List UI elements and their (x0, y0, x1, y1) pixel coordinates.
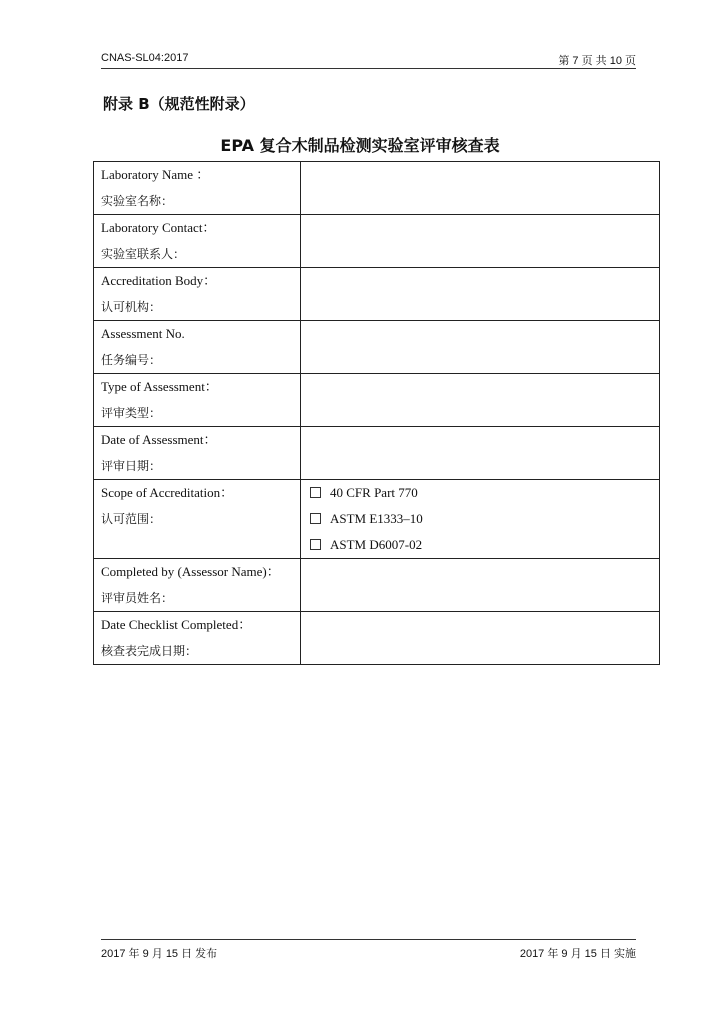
checklist-completed-date-field[interactable] (301, 612, 660, 665)
form-title: EPA 复合木制品检测实验室评审核查表 (220, 136, 500, 155)
scope-options (301, 480, 660, 559)
table-row (94, 162, 660, 215)
table-row (94, 374, 660, 427)
table-row (94, 612, 660, 665)
checklist-table (93, 161, 660, 665)
scope-option[interactable]: 40 CFR Part 770 (308, 480, 652, 506)
table-row (94, 480, 660, 559)
field-label: Completed by (Assessor Name)： 评审员姓名： (94, 559, 301, 612)
assessment-no-field[interactable] (301, 321, 660, 374)
page-footer (101, 939, 636, 960)
laboratory-name-field[interactable] (301, 162, 660, 215)
issue-date: 2017 年 9 月 15 日 发布 (101, 948, 218, 960)
checkbox[interactable] (310, 513, 321, 524)
laboratory-contact-field[interactable] (301, 215, 660, 268)
scope-option[interactable]: ASTM D6007-02 (308, 532, 652, 558)
field-label: Date of Assessment： 评审日期： (94, 427, 301, 480)
assessment-date-field[interactable] (301, 427, 660, 480)
table-row (94, 321, 660, 374)
field-label: Laboratory Name ： 实验室名称： (94, 162, 301, 215)
field-label: Scope of Accreditation： 认可范围： (94, 480, 301, 559)
table-row (94, 215, 660, 268)
checkbox[interactable] (310, 487, 321, 498)
field-label: Accreditation Body： 认可机构： (94, 268, 301, 321)
field-label: Type of Assessment： 评审类型： (94, 374, 301, 427)
page-header (101, 50, 636, 69)
scope-option[interactable]: ASTM E1333–10 (308, 506, 652, 532)
table-row (94, 427, 660, 480)
page-number: 第 7 页 共 10 页 (558, 55, 636, 67)
checkbox[interactable] (310, 539, 321, 550)
document-code: CNAS-SL04:2017 (101, 52, 189, 64)
assessor-name-field[interactable] (301, 559, 660, 612)
assessment-type-field[interactable] (301, 374, 660, 427)
appendix-heading: 附录 B（规范性附录） (103, 95, 255, 113)
field-label: Laboratory Contact： 实验室联系人： (94, 215, 301, 268)
field-label: Assessment No. 任务编号： (94, 321, 301, 374)
field-label: Date Checklist Completed： 核查表完成日期： (94, 612, 301, 665)
table-row (94, 559, 660, 612)
table-row (94, 268, 660, 321)
accreditation-body-field[interactable] (301, 268, 660, 321)
implementation-date: 2017 年 9 月 15 日 实施 (519, 948, 636, 960)
